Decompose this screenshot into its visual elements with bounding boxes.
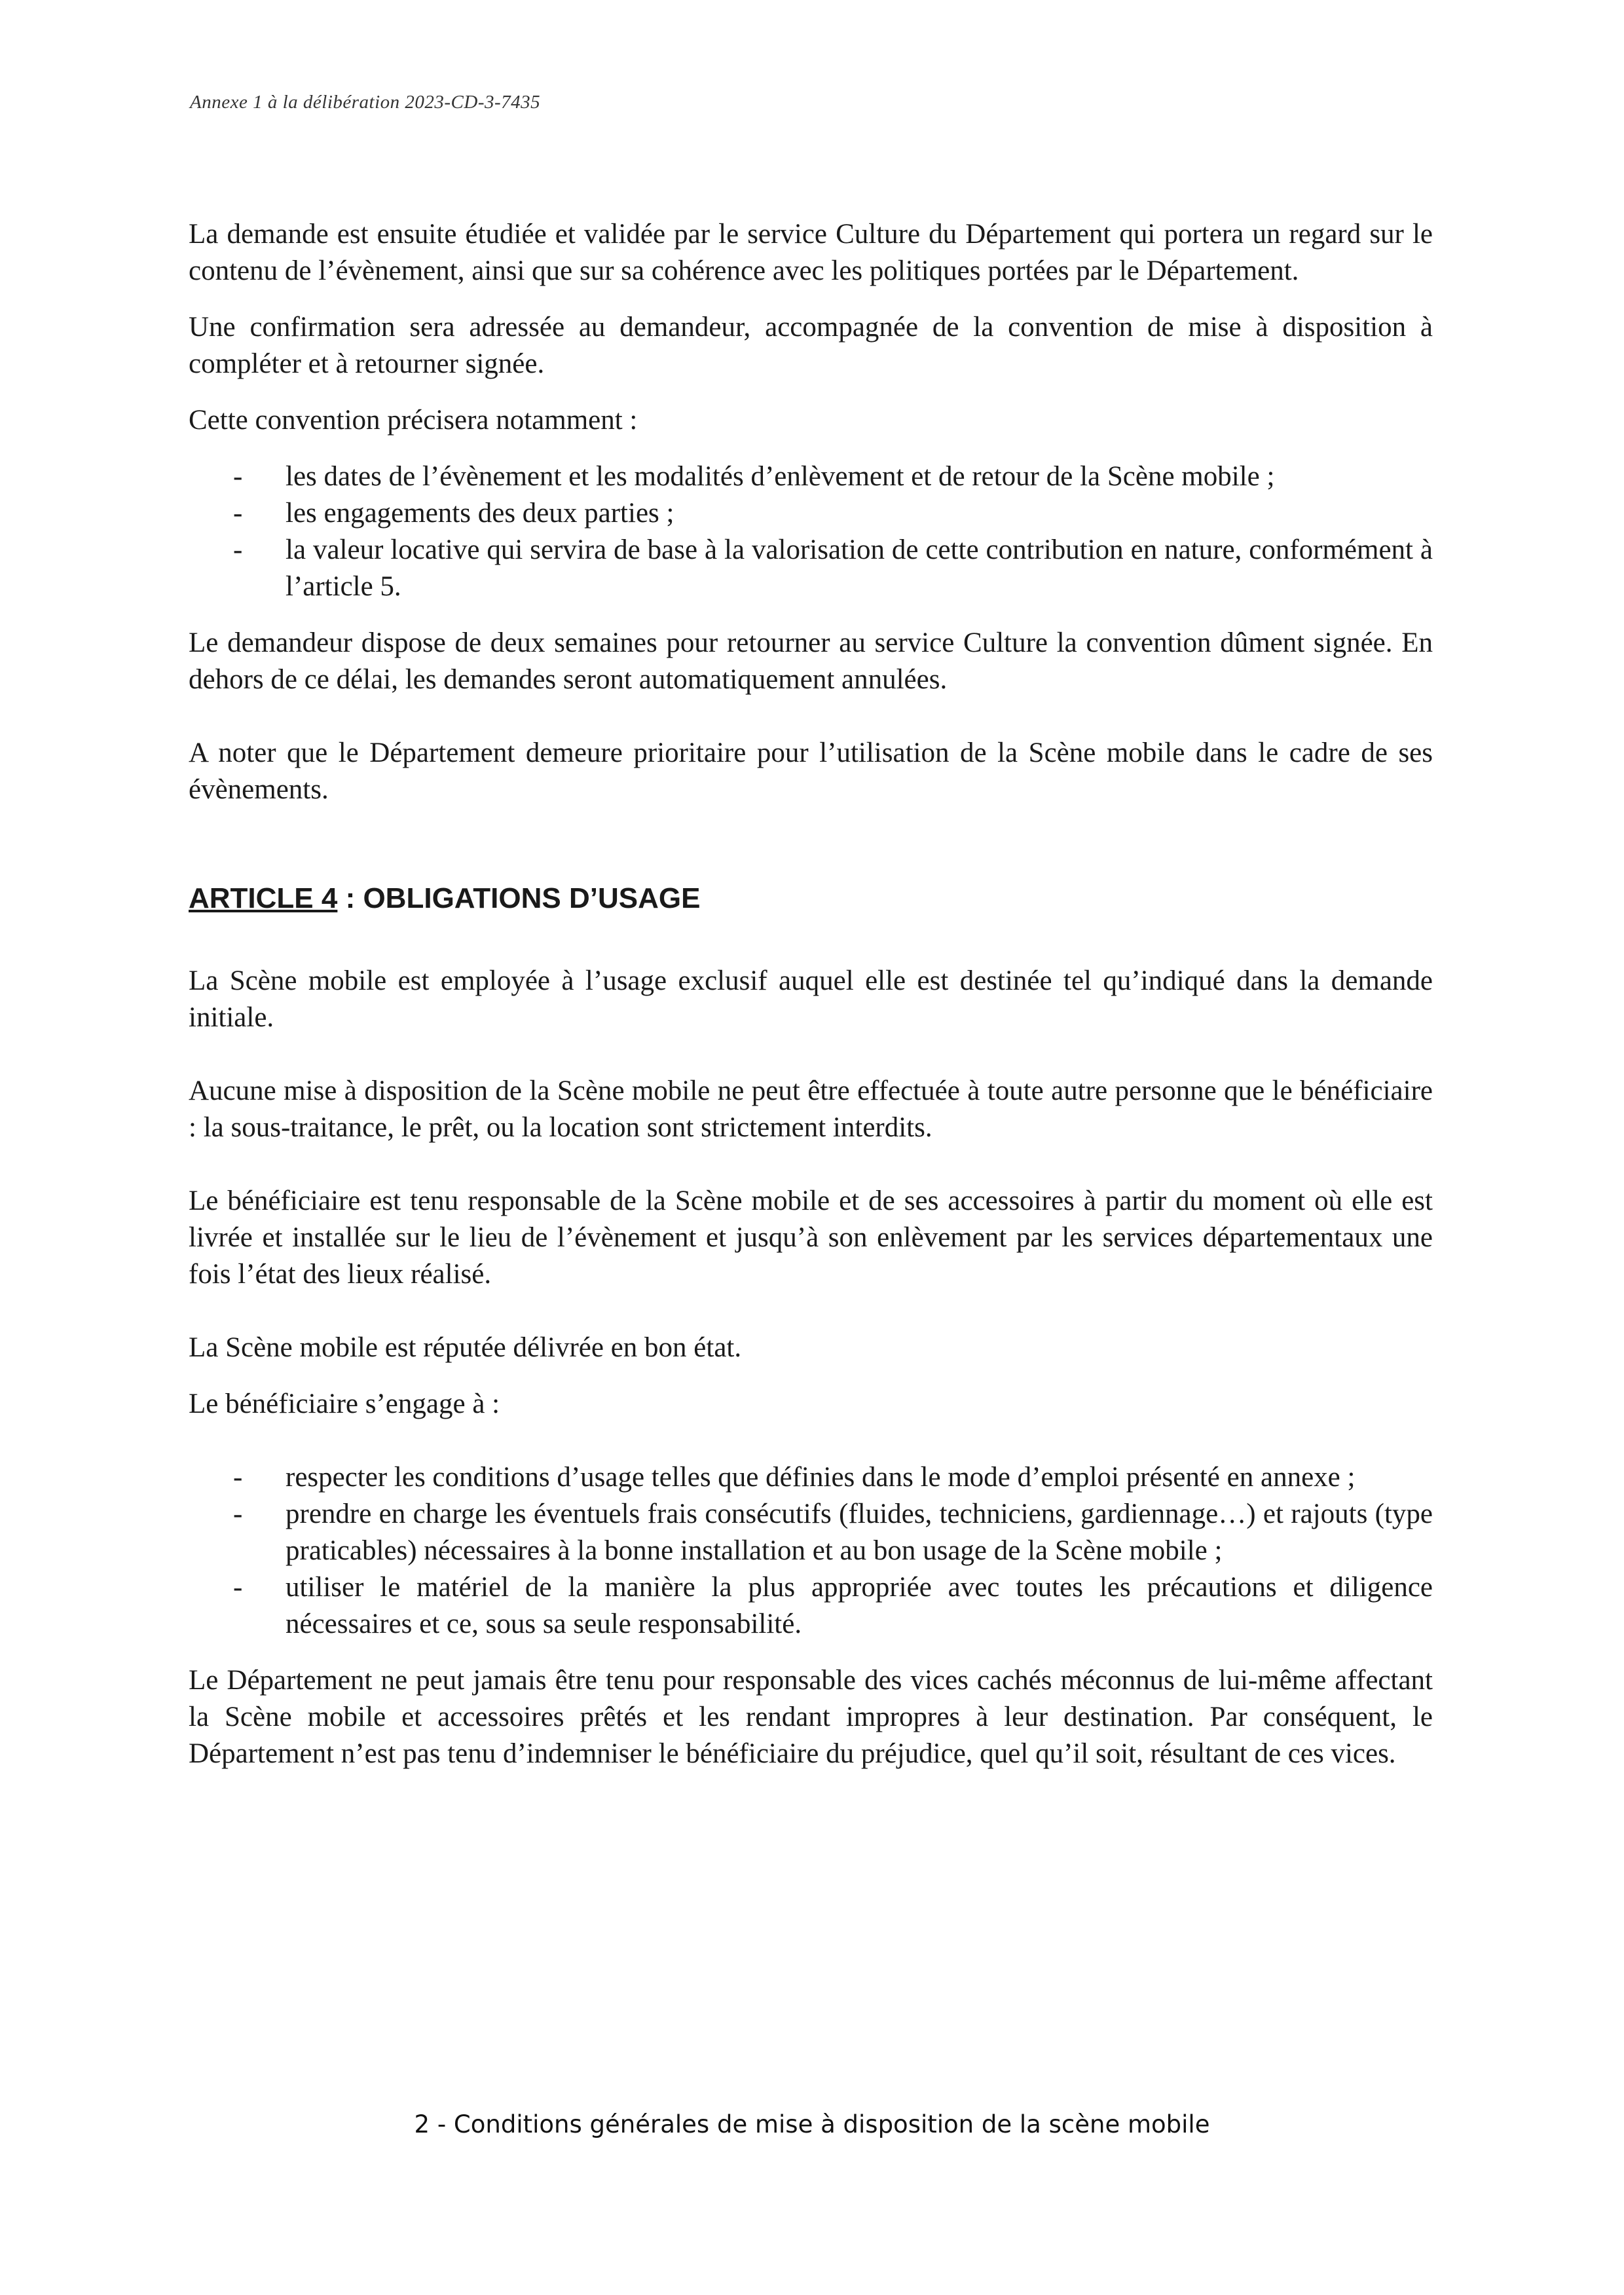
list-item: - les engagements des deux parties ; [189,495,1433,532]
list-item: - respecter les conditions d’usage telles que définies dans le mode d’emploi présenté en annexe ; [189,1459,1433,1496]
dash-marker: - [233,1499,243,1529]
paragraph-hidden-defects: Le Département ne peut jamais être tenu pour responsable des vices cachés méconnus de lui-même affectant la Scène mobile et accessoires prêtés et les rendant impropres à leur destination. Par conséquent, le Département n’est pas tenu d’indemniser le bénéficiaire du préjudice, quel qu’il soit, résultant de ces vices. [189,1665,1433,1769]
dash-marker: - [233,1572,243,1603]
page-footer: 2 - Conditions générales de mise à disposition de la scène mobile [414,2110,1210,2138]
article-number: ARTICLE 4 [189,882,338,914]
list-item: - les dates de l’évènement et les modalités d’enlèvement et de retour de la Scène mobile ; [189,458,1433,495]
paragraph-commitments-intro: Le bénéficiaire s’engage à : [189,1389,500,1419]
paragraph-no-transfer: Aucune mise à disposition de la Scène mobile ne peut être effectuée à toute autre personne que le bénéficiaire : la sous-traitance, le prêt, ou la location sont strictement interdits. [189,1075,1433,1143]
article-title: : OBLIGATIONS D’USAGE [337,882,701,914]
list-item: - prendre en charge les éventuels frais consécutifs (fluides, techniciens, gardiennage…) et rajouts (type praticables) nécessaires à la bonne installation et au bon usage de la Scène mobile ; [189,1496,1433,1569]
paragraph-responsibility: Le bénéficiaire est tenu responsable de la Scène mobile et de ses accessoires à partir du moment où elle est livrée et installée sur le lieu de l’évènement et jusqu’à son enlèvement par les services départementaux une fois l’état des lieux réalisé. [189,1185,1433,1290]
annex-reference: Annexe 1 à la délibération 2023-CD-3-7435 [190,92,541,113]
dash-marker: - [233,1462,243,1493]
dash-marker: - [233,534,243,565]
paragraph-priority: A noter que le Département demeure prioritaire pour l’utilisation de la Scène mobile dans le cadre de ses évènements. [189,737,1433,805]
paragraph-good-condition: La Scène mobile est réputée délivrée en bon état. [189,1332,742,1363]
list-item: - utiliser le matériel de la manière la plus appropriée avec toutes les précautions et diligence nécessaires et ce, sous sa seule responsabilité. [189,1569,1433,1643]
article-4-heading [189,880,1433,917]
paragraph-confirmation: Une confirmation sera adressée au demandeur, accompagnée de la convention de mise à disposition à compléter et à retourner signée. [189,312,1433,379]
paragraph-convention-intro: Cette convention précisera notamment : [189,405,638,436]
dash-marker: - [233,461,243,492]
paragraph-validation: La demande est ensuite étudiée et validée par le service Culture du Département qui portera un regard sur le contenu de l’évènement, ainsi que sur sa cohérence avec les politiques portées par le Département. [189,219,1433,286]
dash-marker: - [233,498,243,529]
list-item: - la valeur locative qui servira de base à la valorisation de cette contribution en nature, conformément à l’article 5. [189,532,1433,605]
commitments-list [189,1459,1433,1643]
document-body [189,216,1433,1792]
paragraph-deadline: Le demandeur dispose de deux semaines pour retourner au service Culture la convention dûment signée. En dehors de ce délai, les demandes seront automatiquement annulées. [189,627,1433,695]
convention-details-list [189,458,1433,605]
paragraph-exclusive-use: La Scène mobile est employée à l’usage exclusif auquel elle est destinée tel qu’indiqué dans la demande initiale. [189,965,1433,1033]
